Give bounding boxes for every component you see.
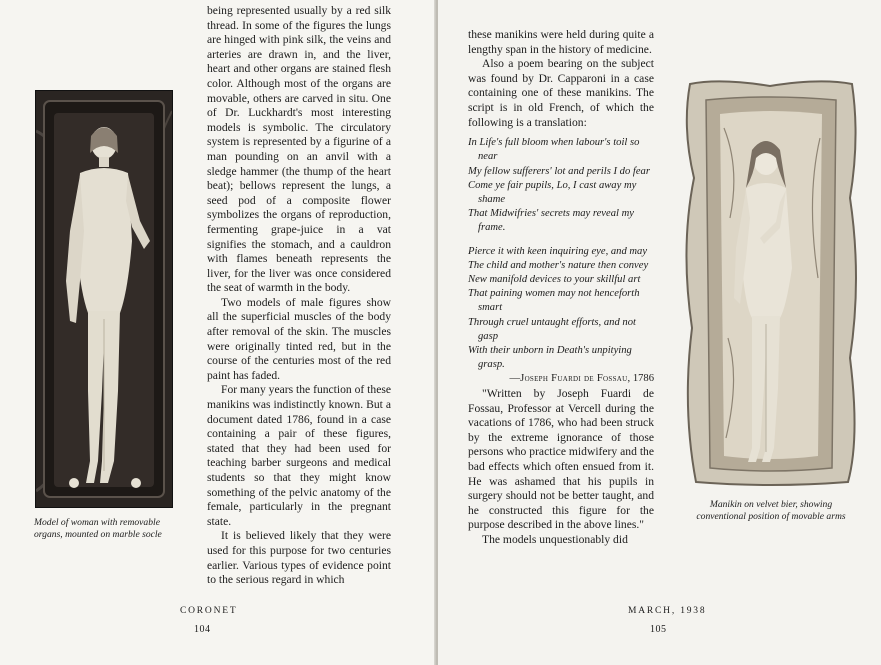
right-quote-paragraph: "Written by Joseph Fuardi de Fossau, Professor at Vercell during the vacations of 1786, who had been struck by the extreme ignorance of those persons who practice midwifery and the bad effects which often ensued from it. He was ashamed that his pupils in surgery should not be better taught, and he constructed this figure for the purpose described in the above lines.": [468, 387, 654, 532]
photo-woman-model-marble-socle: [35, 90, 173, 508]
poem-line: Come ye fair pupils, Lo, I cast away my shame: [468, 179, 637, 205]
poem-line: In Life's full bloom when labour's toil so near: [468, 137, 640, 163]
right-photo-caption: Manikin on velvet bier, showing conventional position of movable arms: [696, 499, 846, 522]
right-page-number: 105: [650, 624, 667, 635]
left-photo-caption: Model of woman with removable organs, mounted on marble socle: [34, 517, 162, 540]
left-folio-name: CORONET: [180, 606, 238, 616]
right-folio-name: MARCH, 1938: [628, 606, 707, 616]
right-page: [438, 0, 881, 665]
left-page: [0, 0, 437, 665]
right-closing-paragraph: The models unquestionably did: [482, 532, 628, 546]
poem-line: The child and mother's nature then convey: [468, 259, 649, 271]
poem-signature: [468, 372, 654, 387]
left-paragraph-1: being represented usually by a red silk thread. In some of the figures the lungs are hinged with pink silk, the veins and arteries are drawn in, and the liver, heart and other organs are stained flesh color. Although most of the organs are movable, others are carved in situ. One of Dr. Luckhardt's most interesting models is symbolic. The circulatory system is represented by a figurine of a man pounding on an anvil with a sledge hammer (the thump of the heart beat); bellows represent the lungs, a seed pod of a composite flower symbolizes the organs of reproduction, fermenting grape-juice in a vat signifies the stomach, and a cauldron with flames beneath represents the liver, for the liver was once considered the seat of warmth in the body.: [207, 4, 391, 295]
poem-signature-dash: —: [509, 373, 521, 385]
left-paragraph-2: Two models of male figures show all the superficial muscles of the body after removal of the skin. The muscles were originally tinted red, but in the course of the centuries most of the red paint has faded.: [207, 295, 391, 382]
left-paragraph-3: For many years the function of these manikins was indistinctly known. But a document dated 1786, found in a case containing a pair of these figures, stated that they had been used for teaching barber surgeons and medical students so that they might know something of the pelvic anatomy of the female, particularly in the pregnant state.: [207, 383, 391, 528]
poem-stanza-2: [468, 245, 654, 373]
photo-manikin-velvet-bier: [680, 78, 862, 488]
poem-line: My fellow sufferers' lot and perils I do fear: [468, 165, 650, 177]
poem-line: New manifold devices to your skillful art: [468, 273, 641, 285]
manikin-figure-right: [680, 78, 862, 488]
poem-line: Through cruel untaught efforts, and not gasp: [468, 316, 636, 342]
poem-line: Pierce it with keen inquiring eye, and may: [468, 245, 648, 257]
manikin-figure-left: [36, 91, 172, 507]
right-poem-intro-paragraph: Also a poem bearing on the subject was found by Dr. Capparoni in a case containing one of these manikins. The script is in old French, of which the following is a translation:: [468, 57, 654, 129]
poem-signature-name: Joseph Fuardi de Fossau: [520, 373, 628, 385]
poem-line: That paining women may not henceforth smart: [468, 288, 640, 314]
left-text-column: [207, 4, 391, 588]
poem-line: That Midwifries' secrets may reveal my frame.: [468, 208, 634, 234]
poem-signature-year: , 1786: [627, 373, 654, 385]
left-paragraph-4: It is believed likely that they were used for this purpose for two centuries earlier. Various types of evidence point to the serious regard in which: [207, 529, 391, 587]
right-text-column: [468, 28, 654, 548]
left-page-number: 104: [194, 624, 211, 635]
right-intro-paragraph: these manikins were held during quite a lengthy span in the history of medicine.: [468, 28, 654, 56]
poem-line: With their unborn in Death's unpitying grasp.: [468, 345, 632, 371]
poem-stanza-1: [468, 136, 654, 235]
